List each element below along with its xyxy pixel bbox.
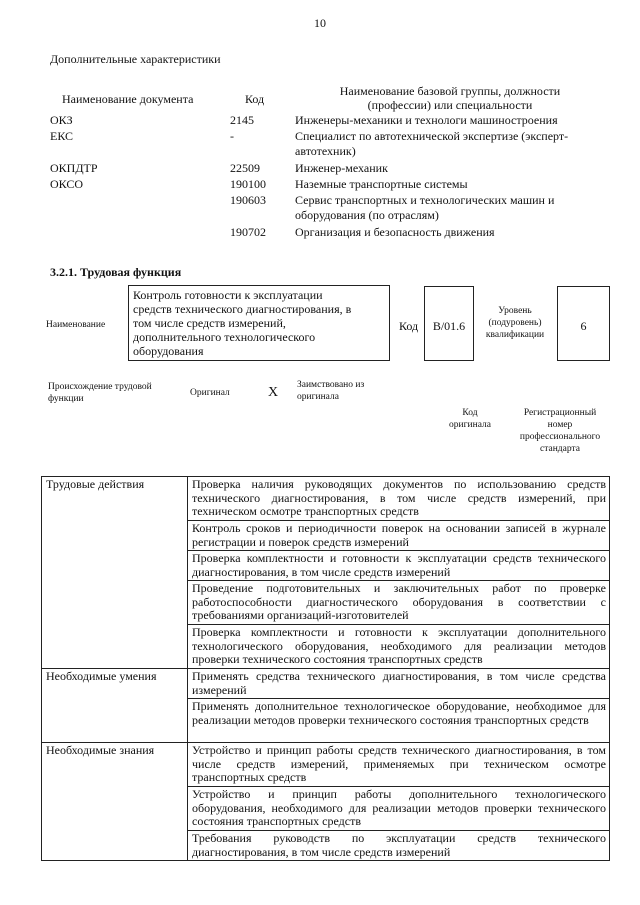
row-name: Специалист по автотехнической экспертизе (эксперт- [295, 129, 569, 143]
level-label-2: (подуровень) [488, 318, 542, 328]
code-value: B/01.6 [432, 319, 466, 333]
row-name: Организация и безопасность движения [295, 225, 495, 239]
level-box [557, 286, 610, 361]
code-original-2: оригинала [449, 420, 491, 430]
level-label-3: квалификации [485, 330, 545, 340]
name-label: Наименование [46, 320, 106, 330]
reg-number-1: Регистрационный [523, 408, 597, 418]
row-code: 190100 [230, 177, 266, 191]
skill-cell: Применять дополнительное технологическое оборудование, необходимое для реализации методов проверки технического состояния транспортных средств [188, 699, 610, 743]
table-row [42, 743, 610, 787]
reg-number-4: стандарта [540, 444, 580, 454]
reg-number-3: профессионального [519, 432, 601, 442]
reg-number-2: номер [547, 420, 573, 430]
knowledge-cell: Устройство и принцип работы средств технического диагностирования, в том числе средств измерений, применяемых при техническом осмотре транспортных средств [188, 743, 610, 787]
row-name: оборудования (по отраслям) [295, 208, 439, 222]
borrowed-label-2: оригинала [297, 392, 339, 402]
action-cell: Проверка комплектности и готовности к эксплуатации средств технического диагностирования, в том числе средств измерений [188, 551, 610, 581]
row-name: автотехник) [295, 144, 356, 158]
actions-label: Трудовые действия [42, 477, 188, 669]
code-original-1: Код [462, 408, 478, 418]
skill-cell: Применять средства технического диагностирования, в том числе средства измерений [188, 669, 610, 699]
page-number: 10 [314, 16, 326, 30]
row-name: Сервис транспортных и технологических машин и [295, 193, 555, 207]
row-code: 190603 [230, 193, 266, 207]
table-row [42, 477, 610, 521]
row-doc: ОКЗ [50, 113, 73, 127]
header-doc: Наименование документа [62, 92, 194, 106]
row-doc: ОКСО [50, 177, 84, 191]
row-name: Инженеры-механики и технологи машиностроения [295, 113, 558, 127]
skills-label: Необходимые умения [42, 669, 188, 743]
section-title: Дополнительные характеристики [50, 52, 221, 66]
origin-label-1: Происхождение трудовой [48, 382, 152, 392]
row-code: 190702 [230, 225, 266, 239]
row-doc: ЕКС [50, 129, 74, 143]
function-heading: 3.2.1. Трудовая функция [50, 265, 182, 279]
action-cell: Проверка комплектности и готовности к эксплуатации дополнительного технологического оборудования, необходимого для реализации методов проверки технического состояния транспортных средств [188, 625, 610, 669]
knowledge-cell: Требования руководств по эксплуатации средств технического диагностирования, в том числе средств измерений [188, 831, 610, 861]
code-label: Код [399, 319, 419, 333]
knowledge-cell: Устройство и принцип работы дополнительного технологического оборудования, необходимого для реализации методов проверки технического состояния транспортных средств [188, 787, 610, 831]
function-name-line: средств технического диагностирования, в [133, 302, 352, 316]
header-name-line1: Наименование базовой группы, должности [339, 84, 561, 98]
action-cell: Проведение подготовительных и заключительных работ по проверке работоспособности диагностического оборудования в соответствии с требованиями организаций-изготовителей [188, 581, 610, 625]
level-value: 6 [580, 319, 587, 333]
row-code: 2145 [230, 113, 254, 127]
header-code: Код [245, 92, 265, 106]
borrowed-label-1: Заимствовано из [297, 380, 365, 390]
action-cell: Контроль сроков и периодичности поверок на основании записей в журнале регистрации и поверок средств измерений [188, 521, 610, 551]
row-code: 22509 [230, 161, 260, 175]
knowledge-label: Необходимые знания [42, 743, 188, 861]
function-name-line: Контроль готовности к эксплуатации [133, 288, 323, 302]
row-name: Инженер-механик [295, 161, 388, 175]
function-name-box [128, 285, 390, 361]
action-cell: Проверка наличия руководящих документов по использованию средств технического диагностирования, в том числе средств измерений, при техническом осмотре транспортных средств [188, 477, 610, 521]
code-box [424, 286, 474, 361]
original-label: Оригинал [190, 388, 230, 398]
row-name: Наземные транспортные системы [295, 177, 468, 191]
original-mark: X [268, 385, 279, 400]
labor-function-table [41, 476, 610, 861]
function-name-line: дополнительного технологического [133, 330, 316, 344]
function-name-line: оборудования [133, 344, 204, 358]
table-row [42, 669, 610, 699]
row-doc: ОКПДТР [50, 161, 98, 175]
origin-label-2: функции [48, 394, 84, 404]
level-label-1: Уровень [498, 306, 532, 316]
row-code: - [230, 129, 234, 143]
function-name-line: том числе средств измерений, [133, 316, 286, 330]
header-name-line2: (профессии) или специальности [367, 98, 533, 112]
